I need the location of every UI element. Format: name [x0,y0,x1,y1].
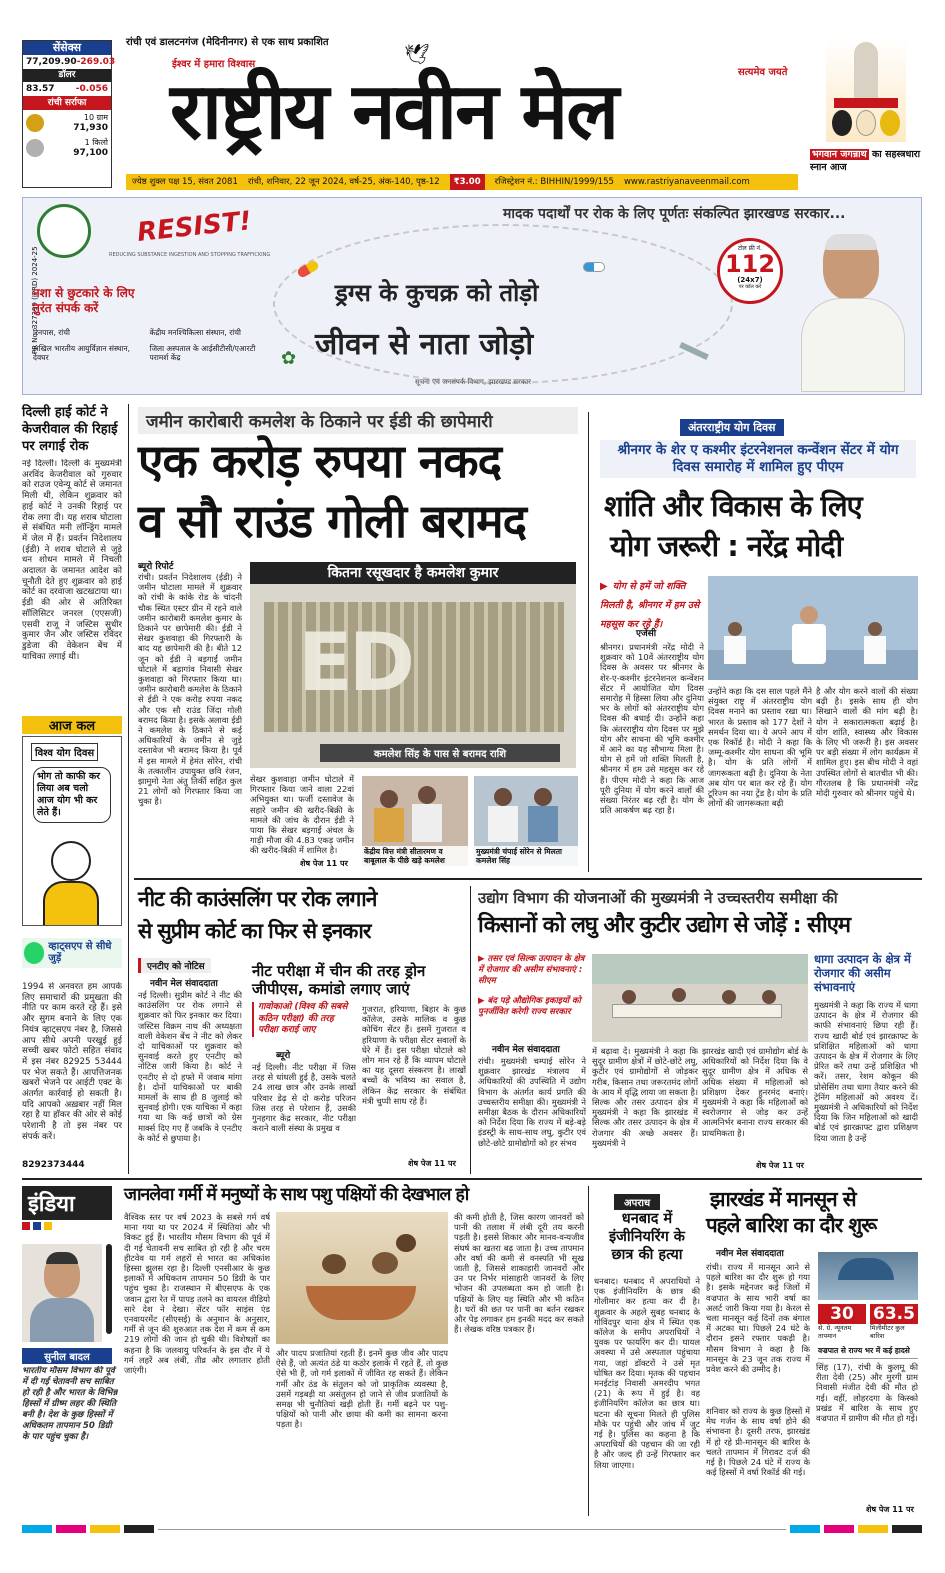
rainfall [870,1304,918,1340]
rainfall-value: 63.5 [870,1304,918,1324]
industry-side-headline: धागा उत्पादन के क्षेत्र में रोजगार की असीम संभावनाएं [814,952,911,994]
industry-headline: किसानों को लघु और कुटीर उद्योग से जोड़ें : सीएम [478,913,851,938]
india-body-3: की कमी होती है, जिस कारण जानवरों को पानी की तलाश में लंबी दूरी तय करनी पड़ती है। इससे शिकार और मानव-वन्यजीव संघर्ष का खतरा बढ़ जाता है। उच्च तापमान और वर्षा की कमी से वनस्पति भी सूख जाती है, जिससे शाकाहारी जानवरों और उन पर निर्भर मांसाहारी जानवरों के लिए भोजन की उपलब्धता कम हो जाती है। पक्षियों के लिए यह स्थिति और भी कठिन है। घरों की छत पर पानी का बर्तन रखकर और पेड़ लगाकर हम इनकी मदद कर सकते हैं। लेखक वरिष्ठ पत्रकार हैं। [454,1212,584,1335]
ad-side-code: PR No. 327399 (IPRD) 2024-25 [31,246,39,354]
india-intro: भारतीय मौसम विभाग की पूर्व में दी गई चेतावनी सच साबित हो रही है और भारत के विभिन्न हिस्सों में ग्रीष्म लहर की स्थिति बनी है। देश के कुछ हिस्सों में अधिकतम तापमान 50 डिग्री के पार पहुंच चुका है। [22,1366,118,1442]
tagline-right: सत्यमेव जयते [738,67,788,78]
industry-body-1: रांची। मुख्यमंत्री चम्पाई सोरेन ने शुक्रवार झारखंड मंत्रालय में अधिकारियों की उपस्थिति में उद्योग विभाग के अंतर्गत कार्य प्रगति की उच्चस्तरीय समीक्षा की। मुख्यमंत्री ने समीक्षा बैठक के दौरान अधिकारियों को निर्देश दिया कि राज्य में बड़े-बड़े इंडस्ट्री के साथ-साथ लघु, कुटीर एवं छोटे-छोटे ग्रामोद्योगों को हर संभव [478,1056,586,1148]
jagannath-caption-1: भगवान जगन्नाथ [812,149,867,160]
neet-body: नई दिल्ली। सुप्रीम कोर्ट ने नीट की काउंसलिंग पर रोक लगाने से शुक्रवार को फिर इनकार कर दिया। जस्टिस विक्रम नाथ की अध्यक्षता वाली वेकेशन बेंच ने नीट को लेकर दो याचिकाओं पर शुक्रवार को सुनवाई करते हुए एनटीए को नोटिस जारी किया है। कोर्ट ने एनटीए से दो हफ्ते में जवाब मांगा है। दोनों याचिकाओं पर बाकी मामलों के साथ ही 8 जुलाई को सुनवाई होगी। एक याचिका में कहा गया था कि कई छात्रों को ग्रेस मार्क्स दिए गए हैं जबकि वे एनटीए के कोर्ट से छुपाया है। [138,990,242,1143]
dhanbad-label: अपराध [614,1194,660,1210]
lead-body-1: रांची। प्रवर्तन निदेशालय (ईडी) ने जमीन घोटाला मामले में शुक्रवार को रांची के कांके रोड के चांदनी चौक स्थित एस्टर ग्रीन में रहने वाले जमीन कारोबारी कमलेश कुमार के ठिकाने पर छापेमारी की। ईडी ने सेखर कुशवाहा की गिरफ्तारी के बाद यह छापेमारी की है। बीते 12 जून को ईडी ने बड़गाईं जमीन घोटाले में बड़ागांव निवासी सेखर कुशवाहा को गिरफ्तार किया था। जमीन कारोबारी कमलेश के ठिकाने से ईडी ने एक करोड़ रुपया नकद और एक सौ राउंड जिंदा गोली बरामद किया है। इसके अलावा ईडी ने कमलेश के ठिकाने से कई अधिकारियों के जमीन से जुड़े दस्तावेज भी बरामद किया है। पूर्व में इस मामले में हेमंत सोरेन, रांची के तत्कालीन उपायुक्त छवि रंजन, झामुमो नेता अंतु तिर्की सहित कुल 21 लोगों को गिरफ्तार किया जा चुका है। [138,572,242,807]
lead-body-2: सेखर कुशवाहा जमीन घोटाले में गिरफ्तार किया जाने वाला 22वां अभियुक्त था। फर्जी दस्तावेज के सहारे जमीन की खरीद-बिक्री के मामले की जांच के दौरान ईडी ने पाया कि सेखर बड़गाईं अंचल के गाड़ी मौजा की 4.83 एकड़ जमीन की खरीद-बिक्री में शामिल है। [250,774,354,856]
tollfree-label: टोल फ्री नं. [738,245,762,252]
lead-byline: ब्यूरो रिपोर्ट [138,562,174,572]
registration: रजिस्ट्रेशन नं.: BIHHIN/1999/155 [494,177,614,187]
gold-unit: 10 ग्राम [83,113,108,122]
lead-photo: कितना रसूखदार है कमलेश कुमार ED कमलेश सिंह के पास से बरामद राशि [250,562,576,768]
monsoon-continued: शेष पेज 11 पर [866,1505,914,1514]
cartoon-label: आज कल [22,716,122,734]
decor-squares [22,1222,102,1232]
sitharaman-caption: केंद्रीय वित्त मंत्री सीतारमण व बाबूलाल के पीछे खड़े कमलेश [362,846,468,866]
monsoon-photo-caption: वज्रपात से राज्य भर में कई हादसे [818,1346,918,1359]
gold-value: 71,930 [73,123,108,133]
monsoon-byline: नवीन मेल संवाददाता [716,1249,784,1259]
industry-body-2: में बढ़ावा दें। मुख्यमंत्री ने कहा कि सुदूर ग्रामीण क्षेत्रों में छोटे-छोटे लघु, कुटीर एवं ग्रामोद्योगों से जोड़कर गरीब, किसान तथा जरूरतमंद लोगों के आय में वृद्धि लाया जा सकता है। सिल्क और तसर उत्पादन क्षेत्र में मुख्यमंत्री ने कहा कि झारखंड में सिल्क और तसर उत्पादन के क्षेत्र में रोजगार की अच्छे अवसर हैं। मुख्यमंत्री ने [592,1046,698,1148]
rainfall-label: मिलीमीटर कुल बारिश [870,1324,905,1340]
kejriwal-headline: दिल्ली हाई कोर्ट ने केजरीवाल की रिहाई पर लगाई रोक [22,405,118,454]
helpline-number: 112 [724,250,776,278]
lead-photo-title: कितना रसूखदार है कमलेश कुमार [250,562,576,584]
column-rule [588,1186,589,1516]
contact-ictc: जिला अस्पताल के आईसीटीसी/एआरटी परामर्श केंद्र [149,343,256,362]
quote-mark-icon: ▶ [600,581,608,592]
temp-high-value: 30 [818,1304,866,1324]
lead-headline-2: व सौ राउंड गोली बरामद [138,494,527,548]
lead-continued: शेष पेज 11 पर [300,859,348,868]
yoga-quote-text: योग से हमें जो शक्ति मिलती है, श्रीनगर में हम उसे महसूस कर रहे हैं। [600,581,700,630]
dollar-label: डॉलर [23,69,111,82]
bullion-label: रांची सर्राफा [23,96,111,110]
slogan-line-1: ड्रग्स के कुचक्र को तोड़ो [335,279,539,307]
issue-info: रांची, शनिवार, 22 जून 2024, वर्ष-25, अंक-140, पृष्ठ-12 [247,177,440,187]
lead-photo-caption: कमलेश सिंह के पास से बरामद राशि [320,744,560,762]
cartoon-speech: भोग तो काफी कर लिया अब चलो आज योग भी कर लेते हैं। [33,767,111,823]
hindu-date: ज्येष्ठ शुक्ल पक्ष 15, संवत 2081 [132,177,238,187]
ad-headline: मादक पदार्थों पर रोक के लिए पूर्णतः संकल्पित झारखण्ड सरकार... [503,206,846,222]
cartoon-title: विश्व योग दिवस [31,743,98,761]
monsoon-body-1: रांची। राज्य में मानसून आने से पहले बारिश का दौर शुरू हो गया है। इसके मद्देनजर कई जिलों में वज्रपात के साथ भारी वर्षा का अलर्ट जारी किया गया है। केरल से चला मानसून कई दिनों तक बंगाल में अटका था। पिछले 24 घंटे के दौरान इसने रफ्तार पकड़ी है। मौसम विभाग ने कहा है कि मानसून के 23 जून तक राज्य में प्रवेश करने की उम्मीद है। [706,1262,810,1375]
bullet-icon: ▶ [478,996,488,1006]
yoga-headline-2: योग जरूरी : नरेंद्र मोदी [610,529,843,563]
india-label: इंडिया [22,1186,112,1220]
leaf-icon: ✿ [281,348,297,369]
neet-sub-body-2: गुजरात, हरियाणा, बिहार के कुछ कॉलेज, उसके मालिक व कुछ कोचिंग सेंटर हैं। इसमें गुजरात व हरियाणा के परीक्षा सेंटर सवालों के घेरे में हैं। इस परीक्षा घोटाले को लोग मान रहे हैं कि व्यापम घोटाले का यह दूसरा संस्करण है। लाखों बच्चों के भविष्य का सवाल है, लेकिन केंद्र सरकार के संबंधित मंत्री चुप्पी साध रहे हैं। [362,1004,466,1106]
ad-credit: सूचना एवं जनसंपर्क विभाग, झारखण्ड सरकार [415,378,531,386]
temple-illustration [826,38,906,142]
slogan-line-2: जीवन से नाता जोड़ो [315,327,534,362]
price: ₹3.00 [450,174,485,190]
helpline-hours: (24x7) [737,276,763,284]
helpline-note: पर कॉल करें [738,284,762,290]
monsoon-body-2: शनिवार को राज्य के कुछ हिस्सों में मेघ गर्जन के साथ वर्षा होने की संभावना है। दूसरी तरफ, झारखंड में हो रहे प्री-मानसून की बारिश के चलते तापमान में गिरावट दर्ज की गई है। पिछले 24 घंटे में राज्य के कई हिस्सों में वर्षा रिकॉर्ड की गई। [706,1406,810,1478]
jagannath-caption-2: का सहस्त्रधारा स्नान आज [810,149,921,173]
lead-kicker: जमीन कारोबारी कमलेश के ठिकाने पर ईडी की छापेमारी [138,407,578,434]
industry-continued: शेष पेज 11 पर [756,1161,804,1170]
whatsapp-body: 1994 से अनवरत हम आपके लिए समाचारों की प्रमुखता की नीति पर काम करते रहे हैं। इसे और सुगम बनाने के लिए एक नियंत्र व्हाट्सएप नंबर है, जिससे आप सीधे अपनी परखुई हुई सच्ची खबर फोटो सहित संवाद में इस नंबर 82925 53444 पर भेज सकते हैं। आपत्तिजनक खबरों भेजने पर आईटी एक्ट के अंतर्गत कार्रवाई हो सकती है। यदि आपको अख़बार नहीं मिल रहा है या हॉकर की ओर से कोई परेशानी है तो इस नंबर पर संपर्क करें। [22,982,122,1142]
birds-photo [276,1212,448,1344]
industry-bullet-1-text: तसर एवं सिल्क उत्पादन के क्षेत्र में रोजगार की असीम संभावनाएं : सीएम [478,954,585,986]
neet-sub-quote: गावोकाओ (विश्व की सबसे कठिन परीक्षा) की तरह परीक्षा कराई जाए [252,1002,356,1037]
jagannath-box [810,38,922,188]
india-body-2: और पादप प्रजातियां रहती हैं। इनमें कुछ जीव और पादप ऐसे हैं, जो अत्यंत ठंडे या कठोर इलाके में रहते हैं, तो कुछ ऐसे भी हैं, जो गर्म इलाकों में जीवित रह सकते हैं। लेकिन गर्मी और ठंड के संतुलन को जो प्राकृतिक व्यवस्था है, उसमें गड़बड़ी या असंतुलन हो जाने से जीव प्रजातियों के समक्ष भी चुनौतियां खड़ी होती हैं। गर्मी बढ़ने पर पशु-पक्षियों को पानी और छाया की कमी का सामना करना पड़ता है। [276,1348,448,1430]
helpline-badge [717,238,783,304]
columnist-photo [22,1244,102,1342]
neet-headline-2: से सुप्रीम कोर्ट का फिर से इनकार [138,919,371,943]
bird-icon: 🕊 [404,42,430,66]
lead-headline-1: एक करोड़ रुपया नकद [138,434,501,488]
dhanbad-headline: धनबाद में इंजीनियरिंग के छात्र की हत्या [609,1211,685,1263]
yoga-headline-1: शांति और विकास के लिए [604,489,862,523]
industry-side-body: मुख्यमंत्री ने कहा कि राज्य में धागा उत्पादन के क्षेत्र में रोजगार की काफी संभावनाएं छिपा रही हैं। राज्य खादी बोर्ड एवं झारक्राफ्ट के प्रशिक्षित महिलाओं को धागा उत्पादन के क्षेत्र में रोजगार के लिए प्रेरित करें तथा उन्हें प्रशिक्षित भी करें। तसर, रेशम कोकून की प्रोसेसिंग तथा धागा तैयार करने की ट्रेनिंग महिलाओं को अवश्य दें। मुख्यमंत्री ने अधिकारियों को निर्देश दिया कि जिन महिलाओं को खादी बोर्ड एवं झारक्राफ्ट द्वारा प्रशिक्षण दिया जाता है उन्हें [814,1000,918,1143]
industry-body-3: झारखंड खादी एवं ग्रामोद्योग बोर्ड के अधिकारियों को निर्देश दिया कि वे सुदूर ग्रामीण क्षेत्र में अधिक से अधिक संख्या में महिलाओं को प्रशिक्षण देकर हुनरमंद बनाएं। मुख्यमंत्री ने कहा कि महिलाओं को स्वरोजगार से जोड़ कर उन्हें आत्मनिर्भर बनाना राज्य सरकार की प्राथमिकता है। [702,1046,808,1138]
website[interactable]: www.rastriyanaveenmail.com [623,177,750,187]
contact-aiims: अखिल भारतीय आयुर्विज्ञान संस्थान, देवघर [33,343,131,362]
industry-bullet-1 [478,954,586,987]
gold-coin-icon [26,114,44,132]
whatsapp-box [22,938,122,1170]
neet-headline-1: नीट की काउंसलिंग पर रोक लगाने [138,887,377,911]
masthead [22,34,922,190]
cm-meeting-photo [592,954,808,1042]
color-registration-bar [22,1524,922,1534]
whatsapp-title: व्हाट्सएप से सीधे जुड़ें [48,941,112,964]
rain-photo [818,1252,918,1300]
resist-logo: RESIST! [135,206,253,248]
neet-continued: शेष पेज 11 पर [408,1159,456,1168]
kejriwal-body: नई दिल्ली। दिल्ली के मुख्यमंत्री अरविंद केजरीवाल को गुरुवार को राउज एवेन्यू कोर्ट से जमानत मिली थी, लेकिन शुक्रवार को हाई कोर्ट ने उनकी रिहाई पर रोक लगा दी। यह शराब घोटाला से संबंधित मनी लॉन्ड्रिंग मामले में जेल में हैं। प्रवर्तन निदेशालय (ईडी) ने शराब घोटाले से जुड़े धन शोधन मामले में निचली अदालत के जमानत आदेश को चुनौती देते हुए शुक्रवार को हाई कोर्ट का दरवाजा खटखटाया था। ईडी की ओर से अतिरिक्त सॉलिसिटर जनरल (एएसजी) एसवी राजू ने जस्टिस सुधीर कुमार जैन और जस्टिस रविंदर डुडेजा की वेकेशन बेंच में याचिका लगाई थी। [22,459,122,662]
contact-rinpas: रिनपास, रांची [33,328,70,337]
yoga-quote [600,574,700,631]
monsoon-headline-1: झारखंड में मानसून से [710,1187,856,1211]
dollar-value: 83.57 [26,84,55,94]
market-box [22,40,116,188]
sensex-value: 77,209.90 [26,57,77,67]
india-headline: जानलेवा गर्मी में मनुष्यों के साथ पशु पक्षियों की देखभाल हो [124,1185,469,1205]
section-rule [22,1178,922,1180]
cartoon-figure [51,841,91,881]
neet-byline: नवीन मेल संवाददाता [150,979,218,989]
tagline-left: ईश्वर में हमारा विश्वास [172,59,256,70]
jharkhand-emblem [37,204,91,258]
modi-yoga-photo [708,576,918,680]
champai-photo [474,776,578,866]
pill-icon [583,262,605,272]
yoga-agency: एजेंसी [636,629,657,639]
yoga-body-3: है और योग करने वालों की संख्या बढ़ी है। इसके साथ ही योग सिखाने वालों की मांग बढ़ी है। योग ने सकारात्मकता बढ़ाई है। योग शांति, स्वास्थ्य और विकास के लिए भी जरूरी है। इस अवसर पर बड़ी संख्या में लोग कार्यक्रम में शामिल हुए। इस बीच मोदी ने वहां उपस्थित लोगों से बातचीत भी की। गौरतलब है कि प्रधानमंत्री नरेंद्र मोदी गुरुवार को श्रीनगर पहुंचे थे। [816,686,918,799]
champai-caption: मुख्यमंत्री चंपाई सोरेन से मिलता कमलेश सिंह [474,846,578,866]
contact-cip: केंद्रीय मनश्चिकित्सा संस्थान, रांची [149,328,241,337]
yoga-label: अंतरराष्ट्रीय योग दिवस [680,419,784,436]
chief-minister-photo [793,234,913,392]
kejriwal-story [22,404,122,715]
sitharaman-photo [362,776,468,866]
industry-bullet-2-text: बंद पड़े औद्योगिक इकाइयों को पुनर्जीवित करेगी राज्य सरकार [478,996,581,1017]
ad-contact-title: नशा से छुटकारे के लिए तुरंत संपर्क करें [33,286,135,315]
anti-drug-ad[interactable] [22,197,922,395]
industry-kicker: उद्योग विभाग की योजनाओं की मुख्यमंत्री ने उच्चस्तरीय समीक्षा की [478,889,838,907]
neet-label: एनटीए को नोटिस [138,958,211,973]
cartoon [22,736,122,926]
bullet-icon: ▶ [478,954,488,964]
silver-unit: 1 किलो [84,138,108,147]
silver-coin-icon [26,139,44,157]
resist-subtitle: REDUCING SUBSTANCE INGESTION AND STOPPING TRAFFICKING [109,252,271,258]
newspaper-title: राष्ट्रीय नवीन मेल [170,67,618,157]
india-body-1: वैश्विक स्तर पर वर्ष 2023 के सबसे गर्म वर्ष माना गया था पर 2024 में स्थितियां और भी विकट हुई हैं। भारतीय मौसम विभाग की पूर्व में दी गई चेतावनी सच साबित हो रही है और चरम हीटवेव या गर्म लहरों से भारत का अधिकांश हिस्सा झुलस रहा है। दिल्ली एनसीआर के कुछ इलाकों में अधिकतम तापमान 50 डिग्री के पार पहुंच चुका है। राजस्थान में बीएसएफ के एक जवान द्वारा रेत में पापड़ तलने का वायरल वीडियो सारे देश ने देखा। सेंटर फॉर साइंस एंड एनवायरमेंट (सीएसई) के अनुमान के अनुसार, गर्मी से जून की शुरुआत तक देश में कम से कम 219 लोगों की जान हो चुकी थी। विशेषज्ञों का कहना है कि जलवायु परिवर्तन के इस दौर में ये गर्म लहरें अब लंबी, तीव्र और लगातार होती जाएंगी। [124,1212,270,1376]
yoga-body-1: श्रीनगर। प्रधानमंत्री नरेंद्र मोदी ने शुक्रवार को 10वें अंतरराष्ट्रीय योग दिवस के अवसर पर श्रीनगर के शेर-ए-कश्मीर इंटरनेशनल कन्वेंशन सेंटर में आयोजित योग दिवस समारोह में हिस्सा लिया और दुनिया भर के लोगों को अंतरराष्ट्रीय योग दिवस की बधाई दी। उन्होंने कहा कि अंतरराष्ट्रीय योग दिवस पर मुझे योग और साधना की भूमि कश्मीर में आने का यह सौभाग्य मिला है। योग से हमें जो शक्ति मिलती है, श्रीनगर में हम उसे महसूस कर रहे हैं। पीएम मोदी ने कहा कि आज पूरी दुनिया में योग करने वालों की संख्या निरंतर बढ़ रही है। योग के प्रति आकर्षण बढ़ रहा है। [600,642,704,816]
yoga-body-2: उन्होंने कहा कि दस साल पहले मैंने संयुक्त राष्ट्र में अंतरराष्ट्रीय योग दिवस मनाने का प्रस्ताव रखा था। भारत के प्रस्ताव को 177 देशों ने समर्थन दिया था। ये अपने आप में एक रिकॉर्ड है। मोदी ने कहा कि जम्मू-कश्मीर योग साधना की भूमि है। योग के प्रति लोगों में जागरूकता बढ़ी है। दुनिया के नेता अब योग पर बात कर रहे हैं। योग टूरिज्म का नया ट्रेंड है। योग के प्रति लोगों की जागरूकता बढ़ी [708,686,812,809]
whatsapp-number[interactable]: 8292373444 [22,1160,85,1170]
pen-icon [106,1244,112,1334]
dhanbad-body: धनबाद। धनबाद में अपराधियों ने एक इंजीनियरिंग के छात्र की गोलीमार कर हत्या कर दी है। शुक्रवार के अहले सुबह धनबाद के गोविंदपुर थाना क्षेत्र में स्थित एक कॉलेज के समीप अपराधियों ने युवक पर फायरिंग कर दी। घायल अवस्था में उसे अस्पताल पहुंचाया गया, जहां डॉक्टरों ने उसे मृत घोषित कर दिया। मृतक की पहचान मनईटांड़ निवासी अमरदीप भगत (21) के रूप में हुई है। वह इंजीनियरिंग कॉलेज का छात्र था। घटना की सूचना मिलते ही पुलिस मौके पर पहुंची और जांच में जुट गई है। पुलिस का कहना है कि अपराधियों की पहचान की जा रही है और जल्द ही उन्हें गिरफ्तार कर लिया जाएगा। [594,1276,700,1470]
industry-bullet-2 [478,996,586,1018]
temp-high-label: से. ग्रे. न्यूनतम तापमान [818,1324,852,1340]
dollar-change: -0.056 [75,84,108,94]
monsoon-side-body: सिंह (17), रांची के कुलमू की रीता देवी (25) और मुरगी ग्राम निवासी मंजीत देवी की मौत हो गई। वहीं, लोहरदगा के किस्को प्रखंड में बारिश के साथ हुए वज्रपात में ग्रामीण की मौत हो गई। [816,1362,918,1424]
neet-sub-headline: नीट परीक्षा में चीन की तरह ड्रोन जीपीएस, कमांडो लगाए जाएं [252,962,426,998]
column-rule [470,886,471,1174]
section-rule [134,878,922,880]
whatsapp-icon [24,942,44,964]
column-rule [128,404,129,1174]
silver-value: 97,100 [73,148,108,158]
temp-high [818,1304,866,1340]
sensex-change: -269.03 [76,57,116,67]
columnist-name: सुनील बादल [22,1348,112,1364]
sensex-label: सेंसेक्स [23,41,111,55]
neet-sub-body-1: नई दिल्ली। नीट परीक्षा में जिस तरह से धांधली हुई है, उसके चलते 24 लाख छात्र और उनके लाखों परिवार डेढ़ से दो करोड़ परिजन जिस तरह से परेशान हैं, उसकी गुनहगार केंद्र सरकार, नीट परीक्षा कराने वाली संस्था के प्रमुख व [252,1062,356,1134]
industry-byline: नवीन मेल संवाददाता [492,1045,560,1055]
monsoon-headline-2: पहले बारिश का दौर शुरू [706,1213,877,1237]
yoga-kicker: श्रीनगर के शेर ए कश्मीर इंटरनेशनल कन्वेंशन सेंटर में योग दिवस समारोह में शामिल हुए पीएम [600,440,916,478]
column-rule [588,412,589,872]
masthead-top-line: रांची एवं डालटनगंज (मेदिनीनगर) से एक साथ प्रकाशित [126,37,329,48]
neet-sub-byline: ब्यूरो [276,1051,291,1061]
info-strip [126,174,798,190]
